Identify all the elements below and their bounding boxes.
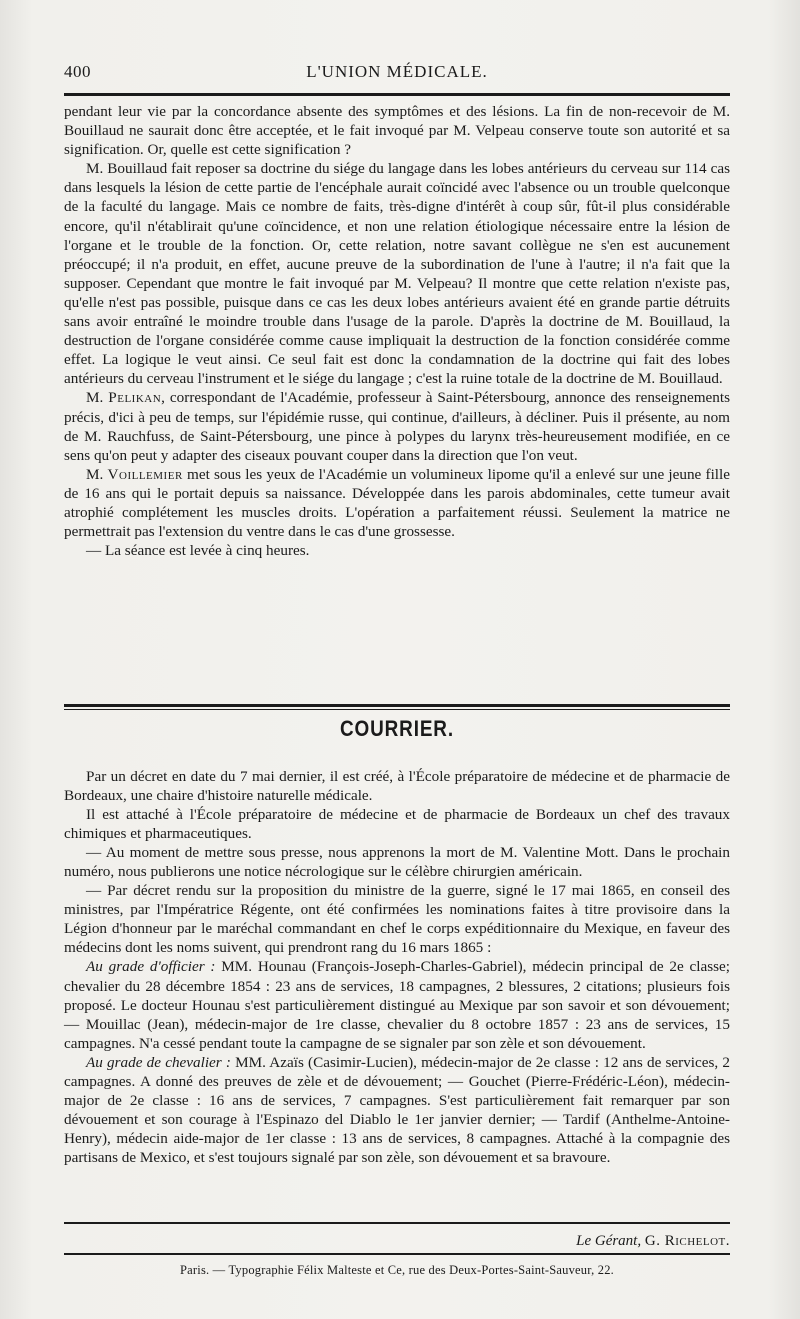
speaker-name-voillemier: Voillemier xyxy=(107,465,183,483)
signature xyxy=(64,1233,730,1250)
paragraph-2: M. Bouillaud fait reposer sa doctrine du siége du langage dans les lobes antérieurs du cerveau sur 114 cas dans lesquels la lésion de cette partie de l'encéphale aurait coïncidé avec l'absence ou un trouble quelconque de la faculté du langage. Mais ce nombre de faits, très-digne d'intérêt à coup sûr, fût-il plus considérable encore, qu'il n'établirait qu'une coïncidence, et non une relation étiologique nécessaire entre la lésion de l'organe et le trouble de la fonction. Or, cette relation, notre savant collègue ne s'en est aucunement préoccupé; il n'a produit, en effet, aucune preuve de la subordination de l'une à l'autre; il n'a fait que la supposer. Cependant que montre le fait invoqué par M. Velpeau? Il montre que cette relation n'existe pas, qu'elle n'est pas possible, puisque dans ce cas les deux lobes antérieurs avaient été en grande partie détruits sans avoir entraîné le moindre trouble dans l'usage de la parole. D'après la doctrine de M. Bouillaud, la destruction de l'organe considérée comme cause impliquait la destruction de la fonction considérée comme effet. La logique le veut ainsi. Ce seul fait est donc la condamnation de la doctrine qui fait des lobes antérieurs du cerveau l'instrument et le siége du langage ; c'est la ruine totale de la doctrine de M. Bouillaud. xyxy=(64,160,730,388)
courrier-section xyxy=(64,767,730,1167)
courrier-heading: COURRIER. xyxy=(340,716,454,741)
courrier-paragraph-2: Il est attaché à l'École préparatoire de médecine et de pharmacie de Bordeaux un chef des travaux chimiques et pharmaceutiques. xyxy=(64,806,730,843)
grade-officier-label: Au grade d'officier : xyxy=(86,958,216,976)
running-head xyxy=(64,62,730,84)
imprint-rule xyxy=(64,1253,730,1255)
grade-officier-text: MM. Hounau (François-Joseph-Charles-Gabriel), médecin principal de 2e classe; chevalier du 28 décembre 1854 : 23 ans de services, 18 campagnes, 2 blessures, 2 citations; plusieurs fois proposé. Le docteur Hounau s'est particulièrement distingué au Mexique par son savoir et son dévouement; — Mouillac (Jean), médecin-major de 1re classe, chevalier du 8 octobre 1857 : 23 ans de services, 15 campagnes. N'a cessé pendant toute la campagne de se signaler par son zèle et son dévouement. xyxy=(64,958,730,1052)
article-body xyxy=(64,102,730,560)
courrier-paragraph-chevalier xyxy=(64,1053,730,1167)
section-rule-top-thin xyxy=(64,709,730,710)
courrier-paragraph-4: — Par décret rendu sur la proposition du ministre de la guerre, signé le 17 mai 1865, en conseil des ministres, par l'Impératrice Régente, ont été confirmées les nominations faites à titre provisoire dans la Légion d'honneur par le maréchal commandant en chef le corps expéditionnaire du Mexique, en faveur des médecins dont les noms suivent, qui prendront rang du 16 mars 1865 : xyxy=(64,882,730,957)
paragraph-1: pendant leur vie par la concordance absente des symptômes et des lésions. La fin de non-recevoir de M. Bouillaud ne saurait donc être acceptée, et le fait invoqué par M. Velpeau conserve toute son autorité et sa signification. Or, quelle est cette signification ? xyxy=(64,103,730,159)
imprint-line: Paris. — Typographie Félix Malteste et Ce, rue des Deux-Portes-Saint-Sauveur, 22. xyxy=(180,1263,614,1277)
signature-name: G. Richelot. xyxy=(644,1233,730,1249)
paragraph-3-text: , correspondant de l'Académie, professeur à Saint-Pétersbourg, annonce des renseignements précis, d'ici à peu de temps, sur l'épidémie russe, qui continue, d'ailleurs, à décliner. Puis il présente, au nom de M. Rauchfuss, de Saint-Pétersbourg, une pince à polypes du larynx très-heureusement modifiée, en ce sens qu'on peut y adapter des ciseaux pouvant couper dans la direction que l'on veut. xyxy=(64,389,730,464)
signature-label: Le Gérant, xyxy=(576,1233,642,1249)
journal-title: L'UNION MÉDICALE. xyxy=(306,62,488,81)
grade-chevalier-label: Au grade de chevalier : xyxy=(86,1053,231,1071)
courrier-paragraph-officier xyxy=(64,957,730,1052)
paragraph-3: M. Pelikan, correspondant de l'Académie, professeur à Saint-Pétersbourg, annonce des renseignements précis, d'ici à peu de temps, sur l'épidémie russe, qui continue, d'ailleurs, à décliner. Puis il présente, au nom de M. Rauchfuss, de Saint-Pétersbourg, une pince à polypes du larynx très-heureusement modifiée, en ce sens qu'on peut y adapter des ciseaux pouvant couper dans la direction que l'on veut. xyxy=(64,389,730,464)
courrier-paragraph-1: Par un décret en date du 7 mai dernier, il est créé, à l'École préparatoire de médecine et de pharmacie de Bordeaux, une chaire d'histoire naturelle médicale. xyxy=(64,768,730,805)
grade-chevalier-text: MM. Azaïs (Casimir-Lucien), médecin-major de 2e classe : 12 ans de services, 2 campagnes. A donné des preuves de zèle et de dévouement; — Gouchet (Pierre-Frédéric-Léon), médecin-major de 2e classe : 16 ans de services, 7 campagnes. S'est particulièrement fait remarquer par son dévouement et son courage à l'Espinazo del Diablo le 1er janvier dernier; — Tardif (Anthelme-Antoine-Henry), médecin aide-major de 1er classe : 13 ans de services, 8 campagnes. Attaché à la compagnie des partisans de Mexico, et s'est toujours signalé par son zèle, son dévouement et sa bravoure. xyxy=(64,1053,730,1166)
courrier-paragraph-3: — Au moment de mettre sous presse, nous apprenons la mort de M. Valentine Mott. Dans le prochain numéro, nous publierons une notice nécrologique sur le célèbre chirurgien américain. xyxy=(64,844,730,881)
header-rule xyxy=(64,93,730,96)
section-rule-top xyxy=(64,704,730,707)
paragraph-4-text: met sous les yeux de l'Académie un volumineux lipome qu'il a enlevé sur une jeune fille de 16 ans qui le portait depuis sa naissance. Développée dans les parois abdominales, cette tumeur avait atrophié complétement les muscles droits. L'opération a parfaitement réussi. Seulement la matrice ne permettrait pas l'extension du ventre dans le cas d'une grossesse. xyxy=(64,465,730,541)
signature-rule xyxy=(64,1222,730,1224)
speaker-name-pelikan: Pelikan xyxy=(108,389,162,407)
paragraph-4: M. Voillemier met sous les yeux de l'Académie un volumineux lipome qu'il a enlevé sur une jeune fille de 16 ans qui le portait depuis sa naissance. Développée dans les parois abdominales, cette tumeur avait atrophié complétement les muscles droits. L'opération a parfaitement réussi. Seulement la matrice ne permettrait pas l'extension du ventre dans le cas d'une grossesse. xyxy=(64,465,730,541)
session-closing: — La séance est levée à cinq heures. xyxy=(86,542,310,560)
page-number: 400 xyxy=(64,62,91,81)
